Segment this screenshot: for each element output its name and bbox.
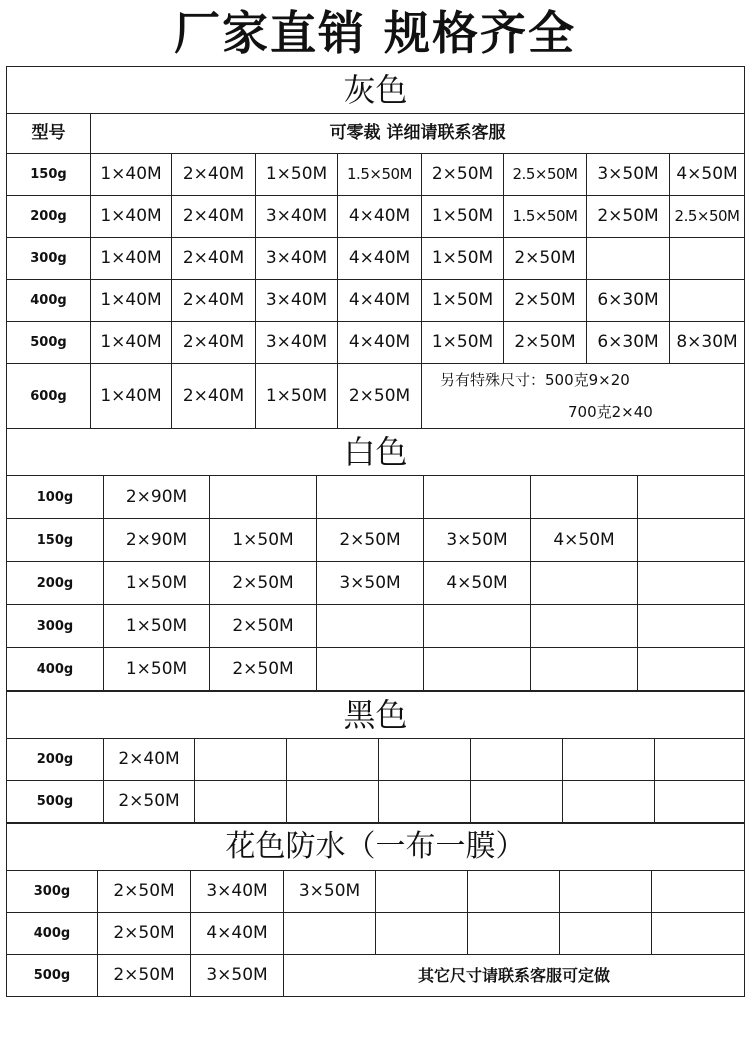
size-cell: 1×50M [256, 364, 338, 429]
size-cell: 3×40M [256, 196, 338, 238]
special-size-note [422, 364, 745, 429]
size-cell [468, 871, 560, 913]
weight-label: 500g [7, 781, 104, 823]
size-cell [638, 562, 745, 605]
model-label: 型号 [7, 114, 91, 154]
size-cell: 2×50M [210, 605, 317, 648]
size-cell: 3×40M [191, 871, 284, 913]
size-cell: 1×40M [91, 364, 172, 429]
size-cell: 2.5×50M [504, 154, 587, 196]
black-row [7, 739, 745, 781]
size-cell [317, 648, 424, 691]
size-cell: 6×30M [587, 280, 670, 322]
flower-row [7, 871, 745, 913]
size-cell: 2×40M [172, 154, 256, 196]
size-cell [638, 519, 745, 562]
size-cell: 8×30M [670, 322, 745, 364]
size-cell: 2×50M [317, 519, 424, 562]
size-cell [195, 781, 287, 823]
weight-label: 400g [7, 648, 104, 691]
size-cell: 4×40M [338, 238, 422, 280]
size-cell: 3×40M [256, 280, 338, 322]
weight-label: 300g [7, 605, 104, 648]
size-cell: 1×50M [422, 280, 504, 322]
size-cell: 1×50M [422, 238, 504, 280]
size-cell: 1×50M [104, 648, 210, 691]
weight-label: 600g [7, 364, 91, 429]
weight-label: 300g [7, 238, 91, 280]
flower-last-size-1: 3×50M [191, 955, 284, 997]
size-cell: 1×50M [422, 322, 504, 364]
special-line-1: 另有特殊尺寸：500克9×20 [440, 371, 630, 389]
size-cell: 1×40M [91, 196, 172, 238]
gray-row [7, 322, 745, 364]
size-cell: 3×50M [284, 871, 376, 913]
size-cell: 2×50M [210, 562, 317, 605]
size-cell: 4×40M [191, 913, 284, 955]
white-row [7, 605, 745, 648]
size-cell [560, 871, 652, 913]
size-cell: 2×40M [172, 196, 256, 238]
size-cell: 3×40M [256, 322, 338, 364]
size-cell: 1×50M [210, 519, 317, 562]
size-cell: 2×50M [104, 781, 195, 823]
black-section-header: 黑色 [7, 692, 745, 739]
size-cell: 4×40M [338, 322, 422, 364]
gray-table [6, 66, 745, 429]
size-cell: 1×50M [104, 605, 210, 648]
size-cell: 1×50M [256, 154, 338, 196]
flower-last-size-0: 2×50M [98, 955, 191, 997]
size-cell [317, 605, 424, 648]
size-cell [655, 739, 745, 781]
weight-label: 200g [7, 562, 104, 605]
size-cell: 1×40M [91, 154, 172, 196]
size-cell [287, 781, 379, 823]
weight-label: 200g [7, 739, 104, 781]
flower-row [7, 913, 745, 955]
size-cell [638, 648, 745, 691]
black-row [7, 781, 745, 823]
size-cell: 1×40M [91, 322, 172, 364]
size-cell: 3×40M [256, 238, 338, 280]
size-cell: 4×40M [338, 280, 422, 322]
size-cell: 2×50M [422, 154, 504, 196]
size-cell [638, 605, 745, 648]
white-row [7, 648, 745, 691]
size-cell: 2.5×50M [670, 196, 745, 238]
size-cell [670, 280, 745, 322]
black-table [6, 691, 745, 823]
size-cell: 1×40M [91, 280, 172, 322]
size-cell: 6×30M [587, 322, 670, 364]
size-cell: 1.5×50M [504, 196, 587, 238]
size-cell: 3×50M [317, 562, 424, 605]
size-cell: 2×50M [98, 871, 191, 913]
gray-note: 可零裁 详细请联系客服 [91, 114, 745, 154]
flower-table [6, 823, 745, 997]
gray-row [7, 196, 745, 238]
size-cell [379, 781, 471, 823]
special-line-2: 700克2×40 [568, 403, 653, 421]
size-cell [284, 913, 376, 955]
size-cell: 2×50M [210, 648, 317, 691]
size-cell [563, 781, 655, 823]
weight-label: 150g [7, 154, 91, 196]
size-cell [638, 476, 745, 519]
weight-label: 500g [7, 322, 91, 364]
size-cell [560, 913, 652, 955]
gray-section-header: 灰色 [7, 67, 745, 114]
page-title: 厂家直销 规格齐全 [173, 6, 576, 60]
size-cell [563, 739, 655, 781]
size-cell [587, 238, 670, 280]
size-cell: 4×50M [424, 562, 531, 605]
size-cell: 2×50M [504, 322, 587, 364]
size-cell [531, 605, 638, 648]
weight-label: 100g [7, 476, 104, 519]
size-cell: 1×50M [422, 196, 504, 238]
size-cell [376, 871, 468, 913]
size-cell: 1×50M [104, 562, 210, 605]
size-cell [655, 781, 745, 823]
white-row [7, 519, 745, 562]
size-cell [424, 476, 531, 519]
white-row [7, 562, 745, 605]
weight-label: 200g [7, 196, 91, 238]
size-cell: 2×40M [172, 238, 256, 280]
size-cell [471, 781, 563, 823]
size-cell: 2×40M [104, 739, 195, 781]
size-cell: 2×40M [172, 364, 256, 429]
weight-label: 400g [7, 280, 91, 322]
size-cell: 2×50M [504, 280, 587, 322]
flower-section-header: 花色防水（一布一膜） [7, 824, 745, 871]
size-cell [531, 476, 638, 519]
spec-sheet [6, 66, 744, 997]
size-cell: 2×40M [172, 280, 256, 322]
size-cell [468, 913, 560, 955]
size-cell [531, 648, 638, 691]
weight-label: 150g [7, 519, 104, 562]
size-cell [210, 476, 317, 519]
size-cell: 4×40M [338, 196, 422, 238]
size-cell: 4×50M [531, 519, 638, 562]
size-cell [652, 871, 745, 913]
size-cell: 1.5×50M [338, 154, 422, 196]
gray-row [7, 280, 745, 322]
size-cell: 2×50M [98, 913, 191, 955]
size-cell: 2×50M [504, 238, 587, 280]
size-cell [424, 605, 531, 648]
size-cell: 3×50M [587, 154, 670, 196]
size-cell: 1×40M [91, 238, 172, 280]
size-cell [424, 648, 531, 691]
weight-label: 300g [7, 871, 98, 913]
size-cell [376, 913, 468, 955]
size-cell [195, 739, 287, 781]
flower-last-weight: 500g [7, 955, 98, 997]
gray-row [7, 364, 745, 429]
size-cell: 2×50M [338, 364, 422, 429]
flower-last-note: 其它尺寸请联系客服可定做 [284, 955, 745, 997]
size-cell [379, 739, 471, 781]
size-cell: 2×90M [104, 519, 210, 562]
size-cell: 2×90M [104, 476, 210, 519]
size-cell: 4×50M [670, 154, 745, 196]
size-cell: 2×40M [172, 322, 256, 364]
white-section-header: 白色 [7, 429, 745, 476]
white-table [6, 429, 745, 691]
size-cell [287, 739, 379, 781]
size-cell [652, 913, 745, 955]
gray-row [7, 238, 745, 280]
size-cell [471, 739, 563, 781]
size-cell [531, 562, 638, 605]
weight-label: 400g [7, 913, 98, 955]
size-cell [670, 238, 745, 280]
size-cell: 3×50M [424, 519, 531, 562]
size-cell [317, 476, 424, 519]
size-cell: 2×50M [587, 196, 670, 238]
white-row [7, 476, 745, 519]
gray-row [7, 154, 745, 196]
